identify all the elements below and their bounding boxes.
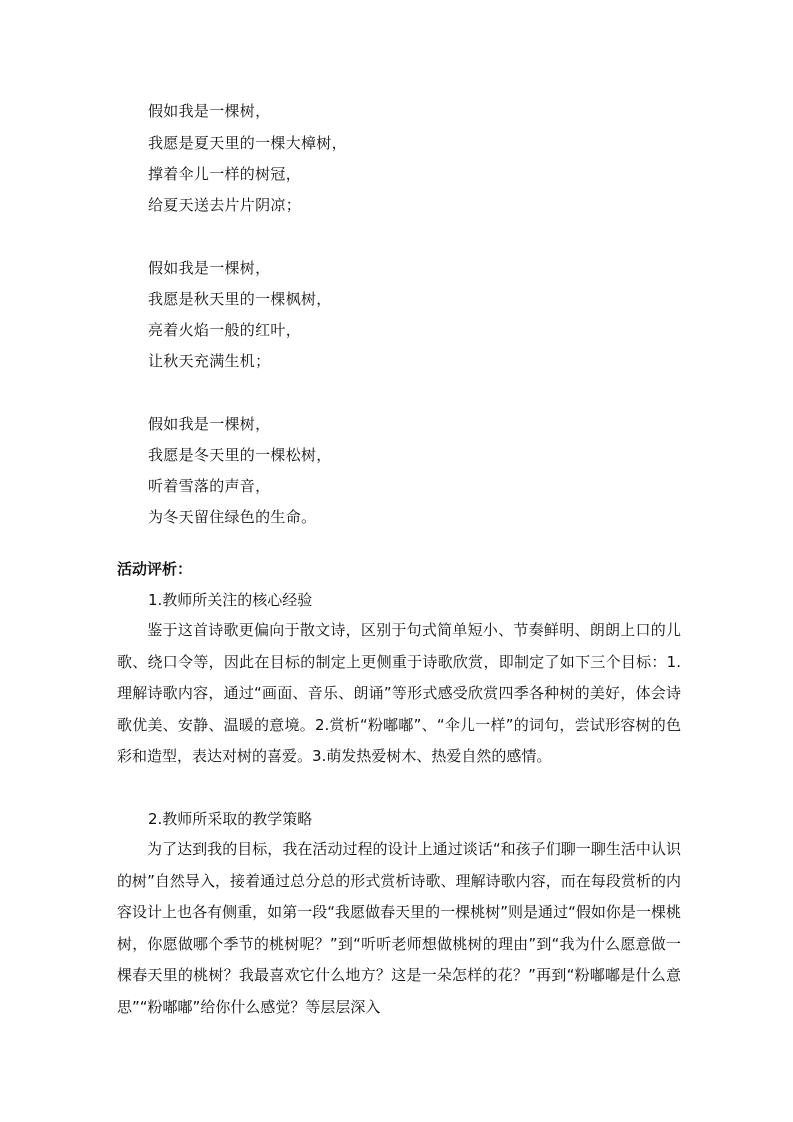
section-2-paragraph bbox=[117, 834, 681, 1023]
section-1-paragraph bbox=[117, 615, 681, 773]
analysis-heading: 活动评析： bbox=[117, 560, 193, 578]
section-2-title: 2.教师所采取的教学策略 bbox=[148, 810, 313, 828]
poem-line: 假如我是一棵树， bbox=[148, 102, 271, 120]
poem-line: 听着雪落的声音， bbox=[148, 477, 271, 495]
poem-line: 我愿是秋天里的一棵枫树， bbox=[148, 290, 332, 308]
poem-line: 给夏天送去片片阴凉； bbox=[148, 196, 302, 214]
poem-line: 假如我是一棵树， bbox=[148, 259, 271, 277]
poem-line: 让秋天充满生机； bbox=[148, 352, 271, 370]
poem-line: 假如我是一棵树， bbox=[148, 415, 271, 433]
poem-line: 我愿是冬天里的一棵松树， bbox=[148, 446, 332, 464]
poem-line: 为冬天留住绿色的生命。 bbox=[148, 508, 317, 526]
section-1-title: 1.教师所关注的核心经验 bbox=[148, 591, 313, 609]
section-2-text: 为了达到我的目标，我在活动过程的设计上通过谈话“和孩子们聊一聊生活中认识的树”自然导入，接着通过总分总的形式赏析诗歌、理解诗歌内容，而在每段赏析的内容设计上也各有侧重，如第一段“我愿做春天里的一棵桃树”则是通过“假如你是一棵桃树，你愿做哪个季节的桃树呢？”到“听听老师想做桃树的理由”到“我为什么愿意做一棵春天里的桃树？我最喜欢它什么地方？这是一朵怎样的花？”再到“粉嘟嘟是什么意思”“粉嘟嘟”给你什么感觉？等层层深入 bbox=[117, 840, 681, 1016]
poem-line: 撑着伞儿一样的树冠， bbox=[148, 165, 302, 183]
poem-line: 亮着火焰一般的红叶， bbox=[148, 321, 302, 339]
poem-line: 我愿是夏天里的一棵大樟树， bbox=[148, 134, 347, 152]
section-1-text: 鉴于这首诗歌更偏向于散文诗，区别于句式简单短小、节奏鲜明、朗朗上口的儿歌、绕口令等，因此在目标的制定上更侧重于诗歌欣赏，即制定了如下三个目标：1.理解诗歌内容，通过“画面、音乐、朗诵”等形式感受欣赏四季各种树的美好，体会诗歌优美、安静、温暖的意境。2.赏析“粉嘟嘟”、“伞儿一样”的词句，尝试形容树的色彩和造型，表达对树的喜爱。3.萌发热爱树木、热爱自然的感情。 bbox=[117, 621, 681, 765]
